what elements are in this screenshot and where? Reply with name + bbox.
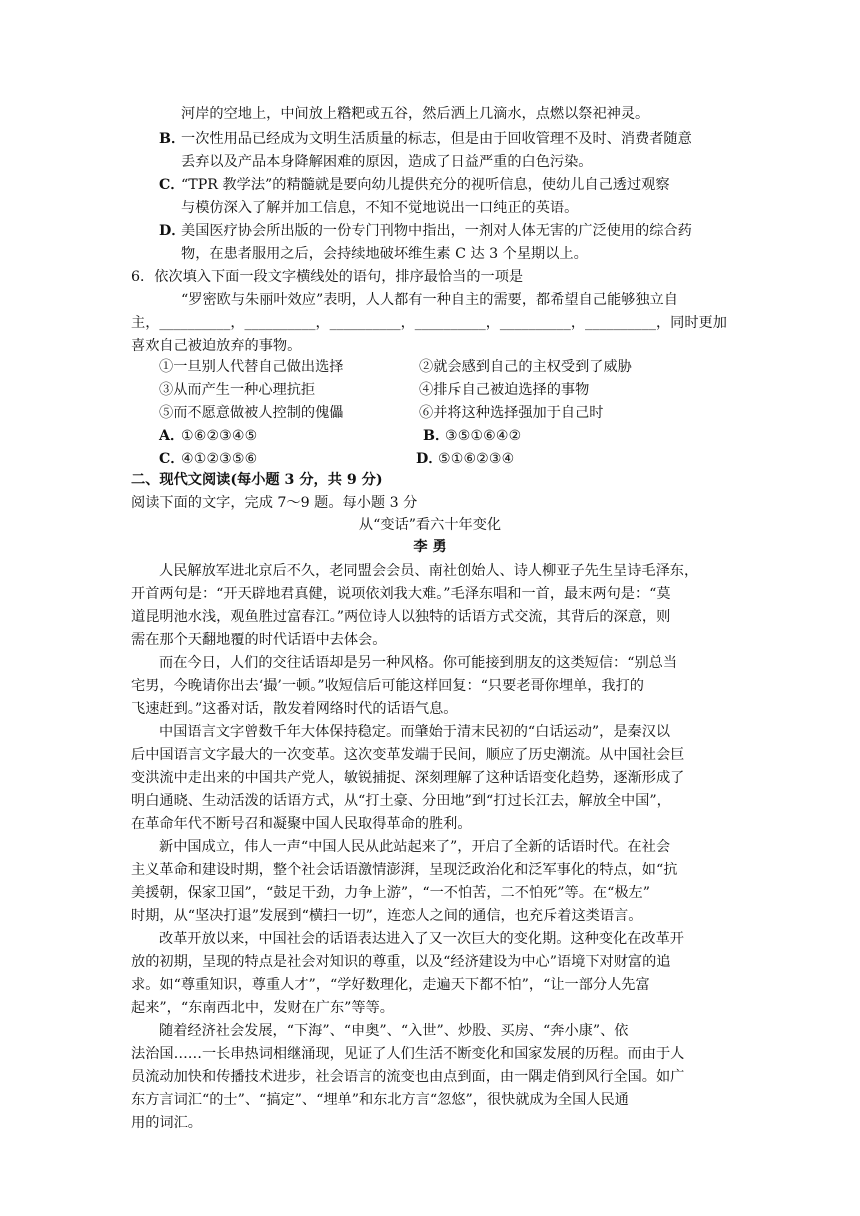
q6-sentence-2: ②就会感到自己的主权受到了威胁 [419, 359, 632, 375]
q6-passage-line1: “罗密欧与朱丽叶效应”表明，人人都有一种自主的需要，都希望自己能够独立自 [181, 292, 678, 308]
q6-passage-line2: 主，__________，__________，__________，__________，__________，__________，同时更加 [131, 315, 727, 331]
paragraph-line: 中国语言文字曾数千年大体保持稳定。而肇始于清末民初的“白话运动”，是秦汉以 [159, 724, 671, 740]
q6-passage-line3: 喜欢自己被迫放弃的事物。 [131, 338, 302, 354]
paragraph-line: 飞速赶到。”这番对话，散发着网络时代的话语气息。 [131, 701, 458, 717]
q5-option-b-label: B． [159, 131, 186, 147]
article-author: 李 勇 [413, 539, 447, 555]
q6-option-b-label: B． [423, 428, 450, 444]
paragraph-line: 主义革命和建设时期，整个社会话语激情澎湃，呈现泛政治化和泛军事化的特点，如“抗 [131, 862, 678, 878]
q5-option-d-line2: 物，在患者服用之后，会持续地破坏维生素 C 达 3 个星期以上。 [181, 246, 588, 262]
q5-option-b-line2: 丢弃以及产品本身降解困难的原因，造成了日益严重的白色污染。 [181, 154, 593, 170]
q6-option-d: ⑤①⑥②③④ [438, 451, 515, 467]
q5-option-c-label: C． [159, 177, 185, 193]
paragraph-line: 用的词汇。 [131, 1115, 202, 1131]
q6-sentence-6: ⑥并将这种选择强加于自己时 [419, 405, 604, 421]
paragraph-line: 起来”，“东南西北中，发财在广东”等等。 [131, 1000, 394, 1016]
paragraph-line: 随着经济社会发展，“下海”、“申奥”、“入世”、炒股、买房、“奔小康”、依 [159, 1023, 629, 1039]
paragraph-line: 在革命年代不断号召和凝聚中国人民取得革命的胜利。 [131, 816, 472, 832]
paragraph-line: 员流动加快和传播技术进步，社会语言的流变也由点到面，由一隅走俏到风行全国。如广 [131, 1069, 685, 1085]
article-title: 从“变话”看六十年变化 [358, 517, 502, 533]
section2-instruction: 阅读下面的文字，完成 7～9 题。每小题 3 分 [131, 495, 418, 511]
q6-sentence-4: ④排斥自己被迫选择的事物 [419, 382, 590, 398]
paragraph-line: 法治国……一长串热词相继涌现，见证了人们生活不断变化和国家发展的历程。而由于人 [131, 1046, 685, 1062]
paragraph-line: 后中国语言文字最大的一次变革。这次变革发端于民间，顺应了历史潮流。从中国社会巨 [131, 747, 685, 763]
q6-sentence-1: ①一旦别人代替自己做出选择 [159, 359, 344, 375]
q5-option-d-label: D． [159, 223, 186, 239]
paragraph-line: 时期，从“坚决打退”发展到“横扫一切”，连恋人之间的通信，也充斥着这类语言。 [131, 908, 643, 924]
paragraph-line: 新中国成立，伟人一声“中国人民从此站起来了”，开启了全新的话语时代。在社会 [159, 839, 671, 855]
paragraph-line: 宅男，今晚请你出去‘撮’一顿。”收短信后可能这样回复：“只要老哥你埋单，我打的 [131, 678, 644, 694]
q5-option-b-line1: 一次性用品已经成为文明生活质量的标志，但是由于回收管理不及时、消费者随意 [181, 131, 692, 147]
paragraph-line: 求。如“尊重知识，尊重人才”，“学好数理化，走遍天下都不怕”，“让一部分人先富 [131, 977, 650, 993]
paragraph-line: 改革开放以来，中国社会的话语表达进入了又一次巨大的变化期。这种变化在改革开 [159, 931, 684, 947]
paragraph-line: 明白通晓、生动活泼的话语方式，从“打土豪、分田地”到“打过长江去，解放全中国”， [131, 793, 671, 809]
paragraph-line: 东方言词汇“的士”、“搞定”、“埋单”和东北方言“忽悠”，很快就成为全国人民通 [131, 1092, 629, 1108]
q5-option-d-line1: 美国医疗协会所出版的一份专门刊物中指出，一剂对人体无害的广泛使用的综合药 [181, 223, 692, 239]
q5-option-a-continuation: 河岸的空地上，中间放上糌粑或五谷，然后洒上几滴水，点燃以祭祀神灵。 [181, 106, 650, 122]
q5-option-c-line2: 与模仿深入了解并加工信息，不知不觉地说出一口纯正的英语。 [181, 200, 579, 216]
q6-option-c: ④①②③⑤⑥ [181, 451, 258, 467]
q6-option-a-label: A． [159, 428, 185, 444]
q6-sentence-3: ③从而产生一种心理抗拒 [159, 382, 316, 398]
paragraph-line: 变洪流中走出来的中国共产党人，敏锐捕捉、深刻理解了这种话语变化趋势，逐渐形成了 [131, 770, 685, 786]
paragraph-line: 而在今日，人们的交往话语却是另一种风格。你可能接到朋友的这类短信：“别总当 [159, 655, 678, 671]
paragraph-line: 需在那个天翻地覆的时代话语中去体会。 [131, 632, 387, 648]
paragraph-line: 开首两句是：“开天辟地君真健，说项依刘我大难。”毛泽东唱和一首，最末两句是：“莫 [131, 586, 671, 602]
q6-option-d-label: D． [416, 451, 443, 467]
paragraph-line: 美援朝，保家卫国”，“鼓足干劲，力争上游”，“一不怕苦，二不怕死”等。在“极左” [131, 885, 650, 901]
q6-option-c-label: C． [159, 451, 185, 467]
q6-option-b: ③⑤①⑥④② [445, 428, 522, 444]
q6-stem: 6．依次填入下面一段文字横线处的语句，排序最恰当的一项是 [131, 269, 524, 285]
paragraph-line: 道昆明池水浅，观鱼胜过富春江。”两位诗人以独特的话语方式交流，其背后的深意，则 [131, 609, 671, 625]
q5-option-c-line1: “TPR 教学法”的精髓就是要向幼儿提供充分的视听信息，使幼儿自己透过观察 [181, 177, 670, 193]
q6-sentence-5: ⑤而不愿意做被人控制的傀儡 [159, 405, 344, 421]
q6-option-a: ①⑥②③④⑤ [181, 428, 258, 444]
paragraph-line: 人民解放军进北京后不久，老同盟会会员、南社创始人、诗人柳亚子先生呈诗毛泽东， [159, 563, 699, 579]
paragraph-line: 放的初期，呈现的特点是社会对知识的尊重，以及“经济建设为中心”语境下对财富的追 [131, 954, 671, 970]
section2-heading: 二、现代文阅读(每小题 3 分，共 9 分) [131, 472, 383, 488]
